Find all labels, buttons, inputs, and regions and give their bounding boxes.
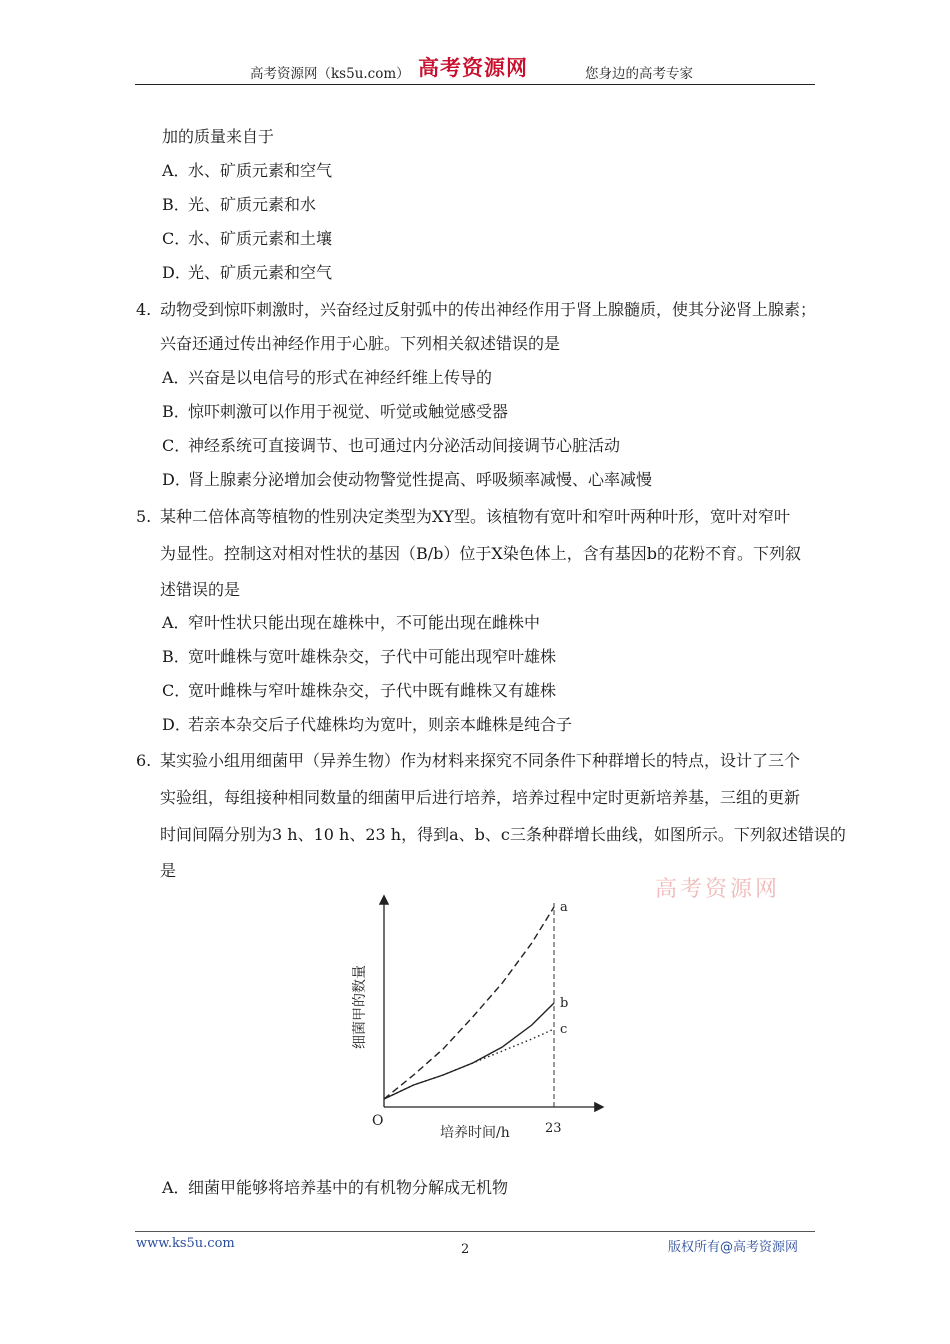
- x-axis-label: 培养时间/h: [440, 1125, 510, 1141]
- curve-label-a: a: [560, 900, 568, 915]
- footer-divider: [135, 1231, 815, 1232]
- q3-option-a: A．水、矿质元素和空气: [162, 161, 333, 180]
- q5-option-b: B．宽叶雌株与宽叶雄株杂交，子代中可能出现窄叶雄株: [162, 647, 557, 666]
- q4-option-d: D．肾上腺素分泌增加会使动物警觉性提高、呼吸频率减慢、心率减慢: [162, 470, 653, 489]
- header-slogan: 您身边的高考专家: [585, 66, 693, 82]
- q5-stem-line-3: 述错误的是: [160, 580, 241, 599]
- q6-stem-line-1: 6. 某实验小组用细菌甲（异养生物）作为材料来探究不同条件下种群增长的特点，设计了三个: [136, 751, 801, 770]
- q3-option-d: D．光、矿质元素和空气: [162, 263, 333, 282]
- q3-stem-tail: 加的质量来自于: [162, 127, 275, 146]
- q4-option-b: B．惊吓刺激可以作用于视觉、听觉或触觉感受器: [162, 402, 509, 421]
- page-number: 2: [461, 1242, 470, 1257]
- q4-option-c: C．神经系统可直接调节、也可通过内分泌活动间接调节心脏活动: [162, 436, 621, 455]
- curve-label-c: c: [560, 1022, 568, 1037]
- q4-stem-line-2: 兴奋还通过传出神经作用于心脏。下列相关叙述错误的是: [160, 334, 561, 353]
- q5-option-c: C．宽叶雌株与窄叶雄株杂交，子代中既有雌株又有雄株: [162, 681, 557, 700]
- footer-copyright: 版权所有@高考资源网: [668, 1240, 799, 1255]
- q6-option-a: A．细菌甲能够将培养基中的有机物分解成无机物: [162, 1178, 509, 1197]
- q3-option-c: C．水、矿质元素和土壤: [162, 229, 333, 248]
- q4-stem-line-1: 4. 动物受到惊吓刺激时，兴奋经过反射弧中的传出神经作用于肾上腺髓质，使其分泌肾上腺素；: [136, 300, 817, 319]
- footer-website-link[interactable]: www.ks5u.com: [136, 1236, 235, 1251]
- header-divider: [135, 84, 815, 85]
- q6-stem-line-3: 时间间隔分别为3 h、10 h、23 h，得到a、b、c三条种群增长曲线，如图所示。下列叙述错误的: [160, 825, 846, 844]
- q4-option-a: A．兴奋是以电信号的形式在神经纤维上传导的: [162, 368, 493, 387]
- header-site-name: 高考资源网（ks5u.com）: [250, 66, 410, 82]
- curve-b: [384, 1003, 554, 1099]
- q5-stem-line-1: 5. 某种二倍体高等植物的性别决定类型为XY型。该植物有宽叶和窄叶两种叶形，宽叶对窄叶: [136, 507, 790, 526]
- growth-curve-chart: [340, 885, 620, 1150]
- watermark: 高考资源网: [655, 877, 781, 902]
- q6-stem-line-4: 是: [160, 861, 177, 880]
- curve-label-b: b: [560, 996, 569, 1011]
- q5-stem-line-2: 为显性。控制这对相对性状的基因（B/b）位于X染色体上，含有基因b的花粉不育。下列叙: [160, 544, 802, 563]
- q6-stem-line-2: 实验组，每组接种相同数量的细菌甲后进行培养，培养过程中定时更新培养基，三组的更新: [160, 788, 801, 807]
- origin-label: O: [372, 1113, 384, 1129]
- q5-option-d: D．若亲本杂交后子代雄株均为宽叶，则亲本雌株是纯合子: [162, 715, 573, 734]
- y-axis-label: 细菌甲的数量: [352, 965, 368, 1049]
- q5-option-a: A．窄叶性状只能出现在雄株中，不可能出现在雌株中: [162, 613, 541, 632]
- q3-option-b: B．光、矿质元素和水: [162, 195, 317, 214]
- curve-a: [384, 907, 554, 1099]
- header-logo: 高考资源网: [418, 55, 528, 80]
- x-tick-label-23: 23: [545, 1121, 562, 1136]
